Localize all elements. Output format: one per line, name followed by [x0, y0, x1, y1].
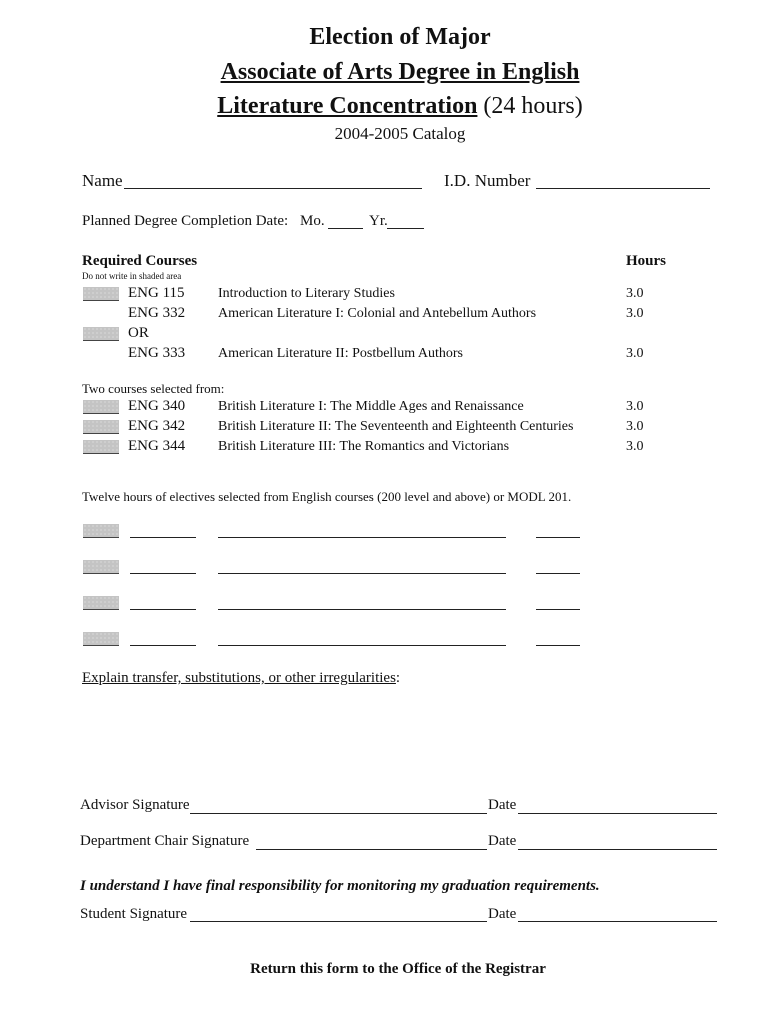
- student-date-field[interactable]: [518, 921, 717, 922]
- shaded-box: [83, 287, 119, 301]
- shaded-box: [83, 524, 119, 538]
- concentration-name: Literature Concentration: [217, 93, 478, 119]
- elective-hours-field[interactable]: [536, 537, 580, 538]
- course-title: British Literature I: The Middle Ages and Renaissance: [218, 399, 524, 414]
- elective-title-field[interactable]: [218, 609, 506, 610]
- hours-heading: Hours: [626, 253, 667, 269]
- elective-course-field[interactable]: [130, 645, 196, 646]
- degree-title: Associate of Arts Degree in English: [220, 59, 580, 85]
- advisor-date-field[interactable]: [518, 813, 717, 814]
- elective-title-field[interactable]: [218, 537, 506, 538]
- shaded-box: [83, 420, 119, 434]
- elective-hours-field[interactable]: [536, 573, 580, 574]
- shaded-box: [83, 400, 119, 414]
- elective-title-field[interactable]: [218, 573, 506, 574]
- name-label: Name: [82, 171, 123, 190]
- course-code: ENG 340: [128, 398, 186, 414]
- course-title: American Literature II: Postbellum Authors: [218, 346, 463, 361]
- shaded-box: [83, 596, 119, 610]
- chair-date-label: Date: [488, 833, 517, 849]
- chair-signature-label: Department Chair Signature: [80, 833, 250, 849]
- electives-instructions: Twelve hours of electives selected from English courses (200 level and above) or MODL 201.: [82, 489, 572, 504]
- elective-hours-field[interactable]: [536, 609, 580, 610]
- course-hours: 3.0: [626, 346, 644, 361]
- chair-signature-field[interactable]: [256, 849, 487, 850]
- student-signature-label: Student Signature: [80, 906, 188, 922]
- catalog-year: 2004-2005 Catalog: [334, 124, 466, 143]
- shaded-box: [83, 327, 119, 341]
- elective-course-field[interactable]: [130, 573, 196, 574]
- student-date-label: Date: [488, 906, 517, 922]
- explain-irregularities-label: [82, 670, 400, 687]
- form-title: Election of Major: [309, 24, 491, 50]
- or-label: OR: [128, 325, 149, 341]
- course-code: ENG 342: [128, 418, 186, 434]
- year-label: Yr.: [369, 213, 388, 229]
- elective-course-field[interactable]: [130, 537, 196, 538]
- elective-title-field[interactable]: [218, 645, 506, 646]
- month-field[interactable]: [328, 228, 363, 229]
- explain-colon: :: [395, 670, 401, 686]
- concentration-title: [0, 93, 770, 120]
- course-code: ENG 344: [128, 438, 186, 454]
- id-number-label: I.D. Number: [444, 171, 531, 190]
- course-hours: 3.0: [626, 419, 644, 434]
- course-title: Introduction to Literary Studies: [218, 286, 395, 301]
- shaded-box: [83, 632, 119, 646]
- shaded-box: [83, 560, 119, 574]
- concentration-hours: (24 hours): [483, 93, 583, 119]
- course-hours: 3.0: [626, 306, 644, 321]
- advisor-signature-label: Advisor Signature: [80, 797, 190, 813]
- student-signature-field[interactable]: [190, 921, 487, 922]
- selected-courses-heading: Two courses selected from:: [82, 381, 225, 396]
- shaded-box: [83, 440, 119, 454]
- advisor-date-label: Date: [488, 797, 517, 813]
- elective-course-field[interactable]: [130, 609, 196, 610]
- advisor-signature-field[interactable]: [190, 813, 487, 814]
- course-code: ENG 332: [128, 305, 186, 321]
- month-label: Mo.: [300, 213, 325, 229]
- course-title: British Literature II: The Seventeenth and Eighteenth Centuries: [218, 419, 574, 434]
- chair-date-field[interactable]: [518, 849, 717, 850]
- course-title: American Literature I: Colonial and Antebellum Authors: [218, 306, 537, 321]
- name-field[interactable]: [124, 188, 422, 189]
- elective-hours-field[interactable]: [536, 645, 580, 646]
- course-hours: 3.0: [626, 286, 644, 301]
- course-code: ENG 115: [128, 285, 185, 301]
- course-title: British Literature III: The Romantics and Victorians: [218, 439, 510, 454]
- required-courses-heading: Required Courses: [82, 253, 198, 269]
- course-hours: 3.0: [626, 399, 644, 414]
- shaded-area-note: Do not write in shaded area: [82, 271, 182, 281]
- responsibility-statement: I understand I have final responsibility for monitoring my graduation requirements.: [80, 878, 600, 894]
- id-number-field[interactable]: [536, 188, 710, 189]
- return-instructions: Return this form to the Office of the Registrar: [250, 961, 546, 977]
- course-hours: 3.0: [626, 439, 644, 454]
- completion-date-label: Planned Degree Completion Date:: [82, 213, 289, 229]
- explain-text: Explain transfer, substitutions, or other irregularities: [82, 670, 396, 686]
- course-code: ENG 333: [128, 345, 186, 361]
- explain-area[interactable]: [82, 692, 712, 788]
- year-field[interactable]: [387, 228, 424, 229]
